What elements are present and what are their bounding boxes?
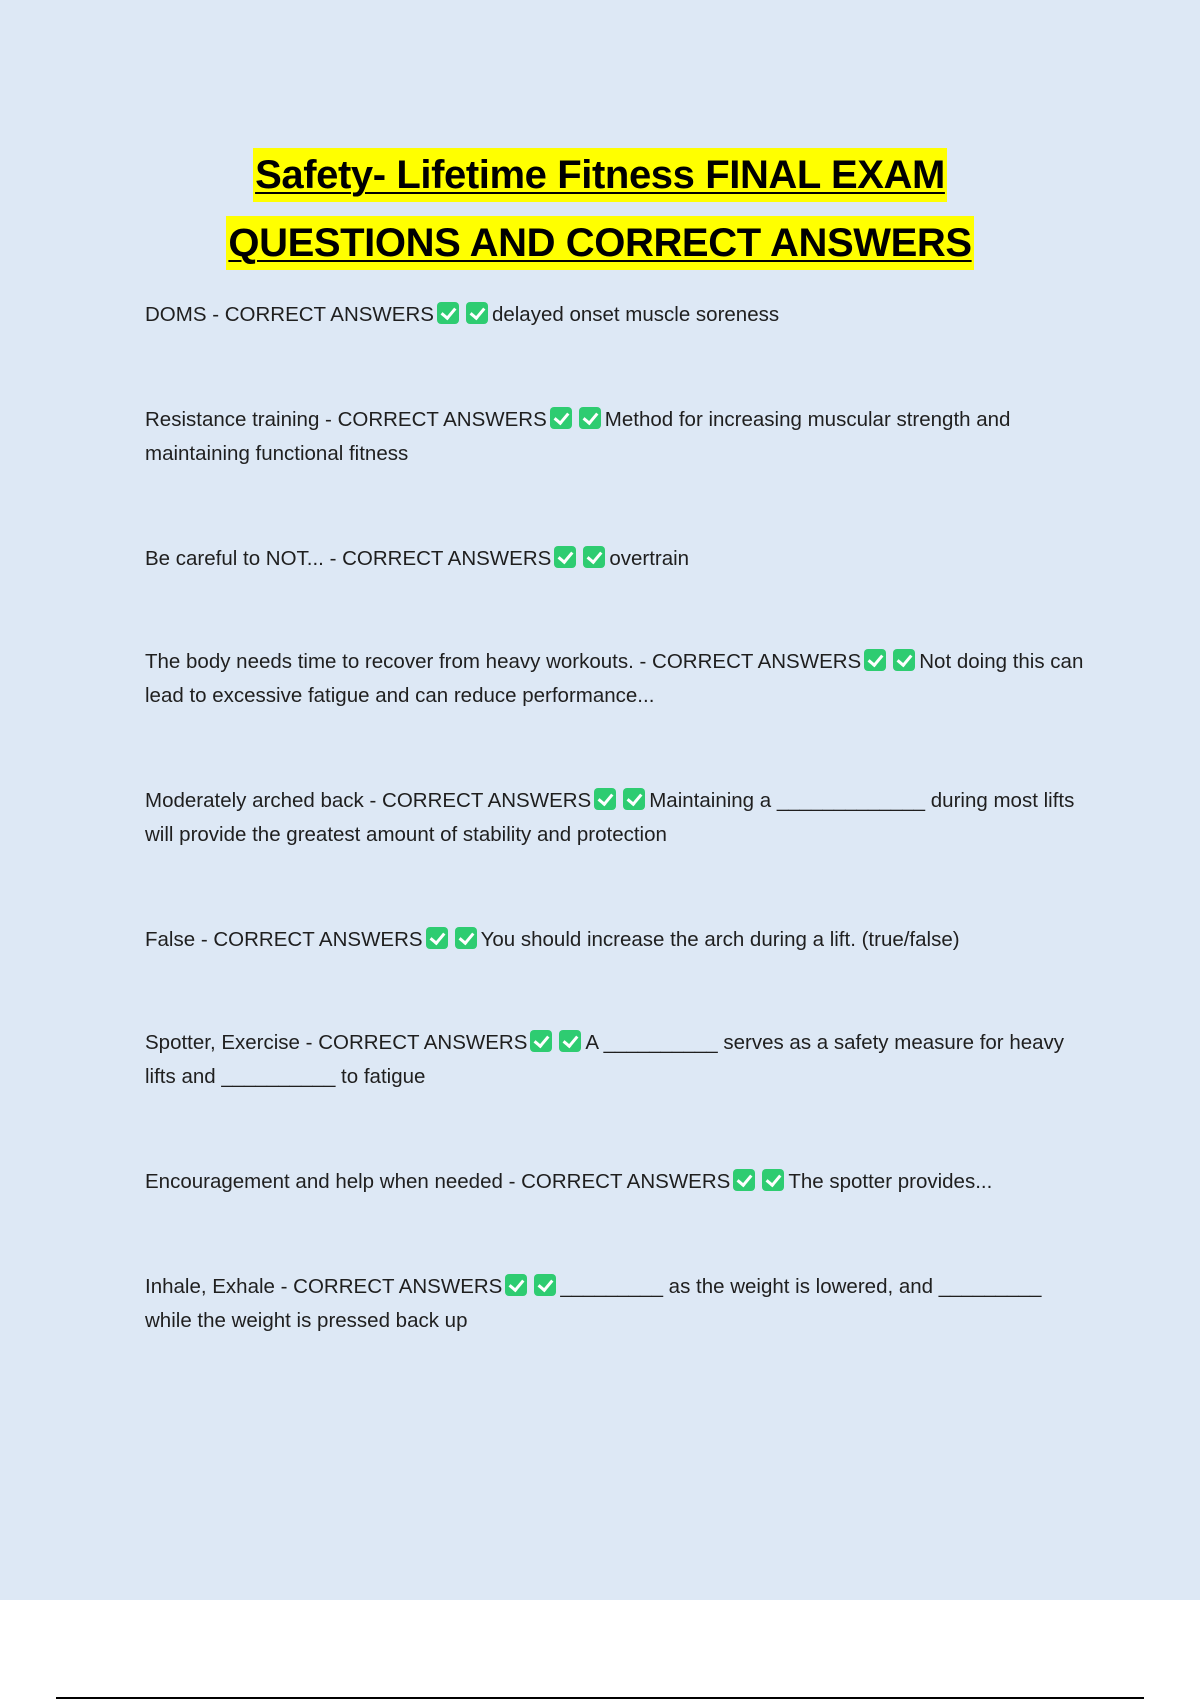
qa-term: Spotter, Exercise -: [145, 1031, 319, 1054]
check-icon: [505, 1274, 527, 1296]
qa-term: DOMS -: [145, 303, 225, 326]
qa-text: overtrain: [609, 547, 690, 570]
qa-item: [145, 645, 1090, 713]
footer-divider: [56, 1697, 1144, 1699]
check-icon: [554, 546, 576, 568]
qa-text: The spotter provides...: [788, 1170, 993, 1193]
check-icon: [733, 1169, 755, 1191]
qa-text: delayed onset muscle soreness: [491, 303, 780, 326]
check-icon: [534, 1274, 556, 1296]
check-icon: [455, 927, 477, 949]
qa-marker: CORRECT ANSWERS: [213, 928, 423, 951]
qa-item: [145, 1026, 1090, 1094]
qa-term: Encouragement and help when needed -: [145, 1170, 522, 1193]
check-icon: [583, 546, 605, 568]
qa-text: _________ as the weight is lowered, and _________ while the weight is pressed back up: [145, 1275, 1042, 1332]
qa-term: Inhale, Exhale -: [145, 1275, 294, 1298]
qa-term: The body needs time to recover from heavy workouts. -: [145, 650, 653, 673]
qa-marker: CORRECT ANSWERS: [521, 1170, 731, 1193]
qa-term: Resistance training -: [145, 408, 338, 431]
qa-marker: CORRECT ANSWERS: [318, 1031, 528, 1054]
check-icon: [893, 649, 915, 671]
qa-text: Method for increasing muscular strength and maintaining functional fitness: [145, 408, 1011, 465]
qa-item: [145, 403, 1090, 471]
qa-item: [145, 542, 1090, 576]
qa-marker: CORRECT ANSWERS: [337, 408, 547, 431]
document-title: [0, 148, 1200, 284]
qa-item: [145, 784, 1090, 852]
check-icon: [864, 649, 886, 671]
qa-text: You should increase the arch during a lift. (true/false): [480, 928, 960, 951]
check-icon: [530, 1030, 552, 1052]
qa-item: [145, 923, 1090, 957]
qa-text: Maintaining a _____________ during most lifts will provide the greatest amount of stability and protection: [145, 789, 1075, 846]
check-icon: [623, 788, 645, 810]
qa-item: [145, 1165, 1090, 1199]
check-icon: [559, 1030, 581, 1052]
qa-term: False -: [145, 928, 214, 951]
qa-term: Be careful to NOT... -: [145, 547, 343, 570]
qa-text: Not doing this can lead to excessive fatigue and can reduce performance...: [145, 650, 1084, 707]
qa-term: Moderately arched back -: [145, 789, 383, 812]
check-icon: [466, 302, 488, 324]
qa-marker: CORRECT ANSWERS: [293, 1275, 503, 1298]
check-icon: [426, 927, 448, 949]
qa-marker: CORRECT ANSWERS: [342, 547, 552, 570]
qa-item: [145, 298, 1090, 332]
qa-marker: CORRECT ANSWERS: [224, 303, 434, 326]
qa-marker: CORRECT ANSWERS: [652, 650, 862, 673]
check-icon: [579, 407, 601, 429]
check-icon: [594, 788, 616, 810]
qa-text: A __________ serves as a safety measure for heavy lifts and __________ to fatigue: [145, 1031, 1065, 1088]
qa-item: [145, 1270, 1090, 1338]
check-icon: [762, 1169, 784, 1191]
title-line-1: Safety- Lifetime Fitness FINAL EXAM: [253, 148, 947, 202]
check-icon: [437, 302, 459, 324]
qa-marker: CORRECT ANSWERS: [382, 789, 592, 812]
title-line-2: QUESTIONS AND CORRECT ANSWERS: [226, 216, 973, 270]
check-icon: [550, 407, 572, 429]
